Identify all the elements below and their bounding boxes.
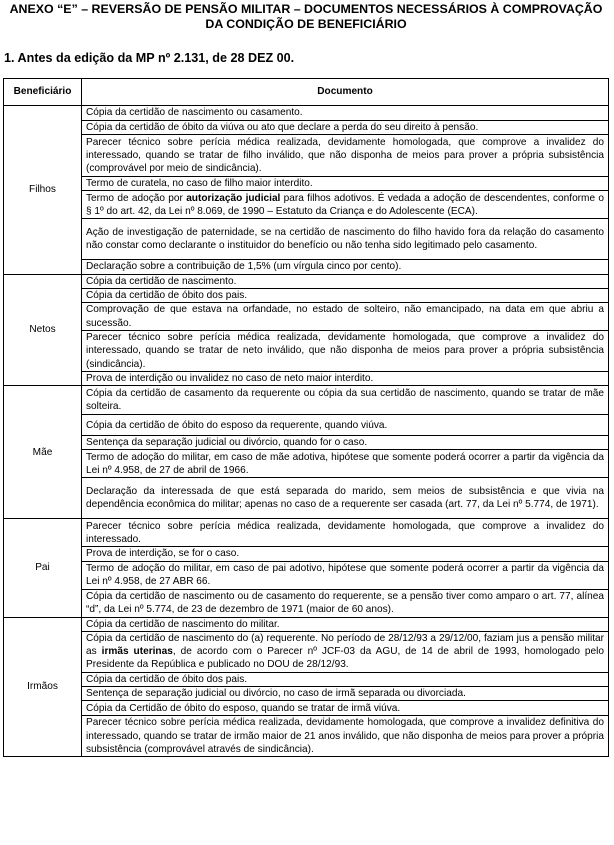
table-row: [4, 260, 609, 274]
document-text: Cópia da certidão de óbito do esposo da requerente, quando viúva.: [86, 419, 388, 431]
document-title: [6, 2, 606, 32]
document-text: Termo de adoção do militar, em caso de pai adotivo, hipótese que somente poderá ocorrer a partir da vigência da Lei nº 4.958, de 27 ABR 66.: [86, 562, 604, 588]
table-row: [4, 177, 609, 191]
table-row: [4, 701, 609, 716]
document-cell: [82, 106, 609, 121]
table-row: [4, 672, 609, 686]
table-row: [4, 617, 609, 631]
section-heading: 1. Antes da edição da MP nº 2.131, de 28 DEZ 00.: [4, 51, 295, 65]
document-text: Termo de adoção por: [86, 192, 187, 204]
document-cell: [82, 617, 609, 631]
beneficiary-cell: Netos: [4, 274, 82, 386]
table-row: [4, 589, 609, 617]
beneficiary-cell: Irmãos: [4, 617, 82, 757]
document-text: Sentença de separação judicial ou divórcio, no caso de irmã separada ou divorciada.: [86, 688, 466, 700]
beneficiary-cell: Mãe: [4, 386, 82, 519]
beneficiary-cell: Pai: [4, 519, 82, 617]
document-text: Cópia da Certidão de óbito do esposo, quando se tratar de irmã viúva.: [86, 702, 401, 714]
document-cell: [82, 274, 609, 288]
table-row: [4, 415, 609, 436]
document-text: Termo de adoção do militar, em caso de mãe adotiva, hipótese que somente poderá ocorrer a partir da vigência da Lei nº 4.958, de 27 de abril de 1966.: [86, 451, 604, 476]
document-cell: [82, 177, 609, 191]
document-cell: [82, 436, 609, 450]
table-row: [4, 274, 609, 288]
document-text: para filhos adotivos. É vedada a adoção de descendentes, conforme o § 1º do art. 42, da Lei nº 8.069, de 1990 – Estatuto da Criança e do Adolescente (ECA).: [86, 192, 604, 217]
bold-text: irmãs uterinas: [101, 646, 173, 658]
document-text: Declaração sobre a contribuição de 1,5% (um vírgula cinco por cento).: [86, 261, 402, 273]
document-cell: [82, 135, 609, 177]
document-text: Prova de interdição ou invalidez no caso de neto maior interdito.: [86, 373, 374, 385]
table-row: [4, 288, 609, 302]
document-text: Declaração da interessada de que está separada do marido, sem meios de subsistência e que vivia na dependência econômica do militar; apenas no caso de a requerente ser casada (art. 77, da Lei nº 5.774, de 1971).: [86, 486, 604, 511]
document-text: Prova de interdição, se for o caso.: [86, 548, 240, 560]
table-row: [4, 478, 609, 519]
document-cell: [82, 415, 609, 436]
table-row: [4, 386, 609, 415]
document-cell: [82, 631, 609, 672]
table-row: [4, 191, 609, 219]
table-row: [4, 716, 609, 757]
beneficiary-cell: Filhos: [4, 106, 82, 275]
document-text: Parecer técnico sobre perícia médica realizada, devidamente homologada, que comprove a invalidez definitiva do interessado, quando se tratar de irmão maior de 21 anos inválido, que não disponha de meios para prover a própria subsistência (comprovável através de sindicância).: [86, 717, 604, 755]
header-beneficiario: Beneficiário: [4, 79, 82, 106]
table-row: [4, 121, 609, 135]
document-cell: [82, 331, 609, 372]
document-text: Cópia da certidão de nascimento.: [86, 275, 237, 287]
table-row: [4, 519, 609, 547]
document-text: Parecer técnico sobre perícia médica realizada, devidamente homologada, que comprove a invalidez do interessado.: [86, 520, 604, 545]
table-row: [4, 436, 609, 450]
table-row: [4, 303, 609, 331]
table-body: [4, 106, 609, 757]
document-cell: [82, 191, 609, 219]
table-row: [4, 372, 609, 386]
document-text: Cópia da certidão de óbito da viúva ou ato que declare a perda do seu direito à pensão.: [86, 122, 479, 133]
document-cell: [82, 219, 609, 260]
document-text: Cópia da certidão de óbito dos pais.: [86, 673, 248, 685]
title-line-2: DA CONDIÇÃO DE BENEFICIÁRIO: [205, 17, 407, 31]
table-header-row: [4, 79, 609, 106]
document-cell: [82, 288, 609, 302]
document-text: Cópia da certidão de nascimento ou de casamento do requerente, se a pensão tiver como amparo o art. 77, alínea “d”, da Lei nº 5.774, de 23 de dezembro de 1971 (maior de 60 anos).: [86, 590, 604, 616]
document-text: Cópia da certidão de nascimento ou casamento.: [86, 107, 303, 119]
table-row: [4, 106, 609, 121]
table-row: [4, 561, 609, 589]
table-row: [4, 219, 609, 260]
table-row: [4, 450, 609, 478]
document-cell: [82, 260, 609, 274]
document-text: Cópia da certidão de nascimento do militar.: [86, 618, 280, 630]
document-text: Parecer técnico sobre perícia médica realizada, devidamente homologada, que comprove a invalidez do interessado, quando se tratar de neto inválido, que não disponha de meios para prover a própria subsistência (sindicância).: [86, 332, 604, 370]
table-row: [4, 631, 609, 672]
table-row: [4, 331, 609, 372]
document-cell: [82, 121, 609, 135]
document-text: Sentença da separação judicial ou divórcio, quando for o caso.: [86, 437, 368, 449]
document-cell: [82, 519, 609, 547]
document-cell: [82, 547, 609, 561]
document-cell: [82, 687, 609, 701]
document-cell: [82, 450, 609, 478]
header-documento: Documento: [82, 79, 609, 106]
table-row: [4, 687, 609, 701]
document-cell: [82, 589, 609, 617]
bold-text: autorização judicial: [186, 192, 281, 204]
document-text: Comprovação de que estava na orfandade, no estado de solteiro, não emancipado, na data em que abriu a sucessão.: [86, 304, 604, 329]
documents-table: [3, 78, 609, 757]
document-text: , de acordo com o Parecer nº JCF-03 da AGU, de 14 de abril de 1993, homologado pelo Presidente da República e publicado no DOU de 28/12/93.: [86, 646, 604, 671]
document-cell: [82, 561, 609, 589]
document-cell: [82, 672, 609, 686]
table-row: [4, 135, 609, 177]
title-line-1: ANEXO “E” – REVERSÃO DE PENSÃO MILITAR – DOCUMENTOS NECESSÁRIOS À COMPROVAÇÃO: [9, 2, 603, 16]
document-cell: [82, 478, 609, 519]
document-text: Cópia da certidão de nascimento do (a) requerente. No período de 28/12/93 a 29/12/00, faziam jus a pensão militar as: [86, 633, 604, 658]
document-cell: [82, 372, 609, 386]
document-cell: [82, 701, 609, 716]
document-cell: [82, 386, 609, 415]
document-text: Cópia da certidão de casamento da requerente ou cópia da sua certidão de nascimento, quando se tratar de mãe solteira.: [86, 388, 604, 413]
document-text: Cópia da certidão de óbito dos pais.: [86, 289, 248, 301]
document-text: Ação de investigação de paternidade, se na certidão de nascimento do filho havido fora da relação do casamento não constar como declarante o instituidor do benefício ou não tenha sido legitimado pelo casamento.: [86, 227, 604, 252]
document-text: Parecer técnico sobre perícia médica realizada, devidamente homologada, que comprove a invalidez do interessado, quando se tratar de filho inválido, que não disponha de meios para prover a própria subsistência (comprovável por meio de sindicância).: [86, 136, 604, 175]
table-row: [4, 547, 609, 561]
document-text: Termo de curatela, no caso de filho maior interdito.: [86, 178, 313, 190]
document-cell: [82, 716, 609, 757]
document-cell: [82, 303, 609, 331]
